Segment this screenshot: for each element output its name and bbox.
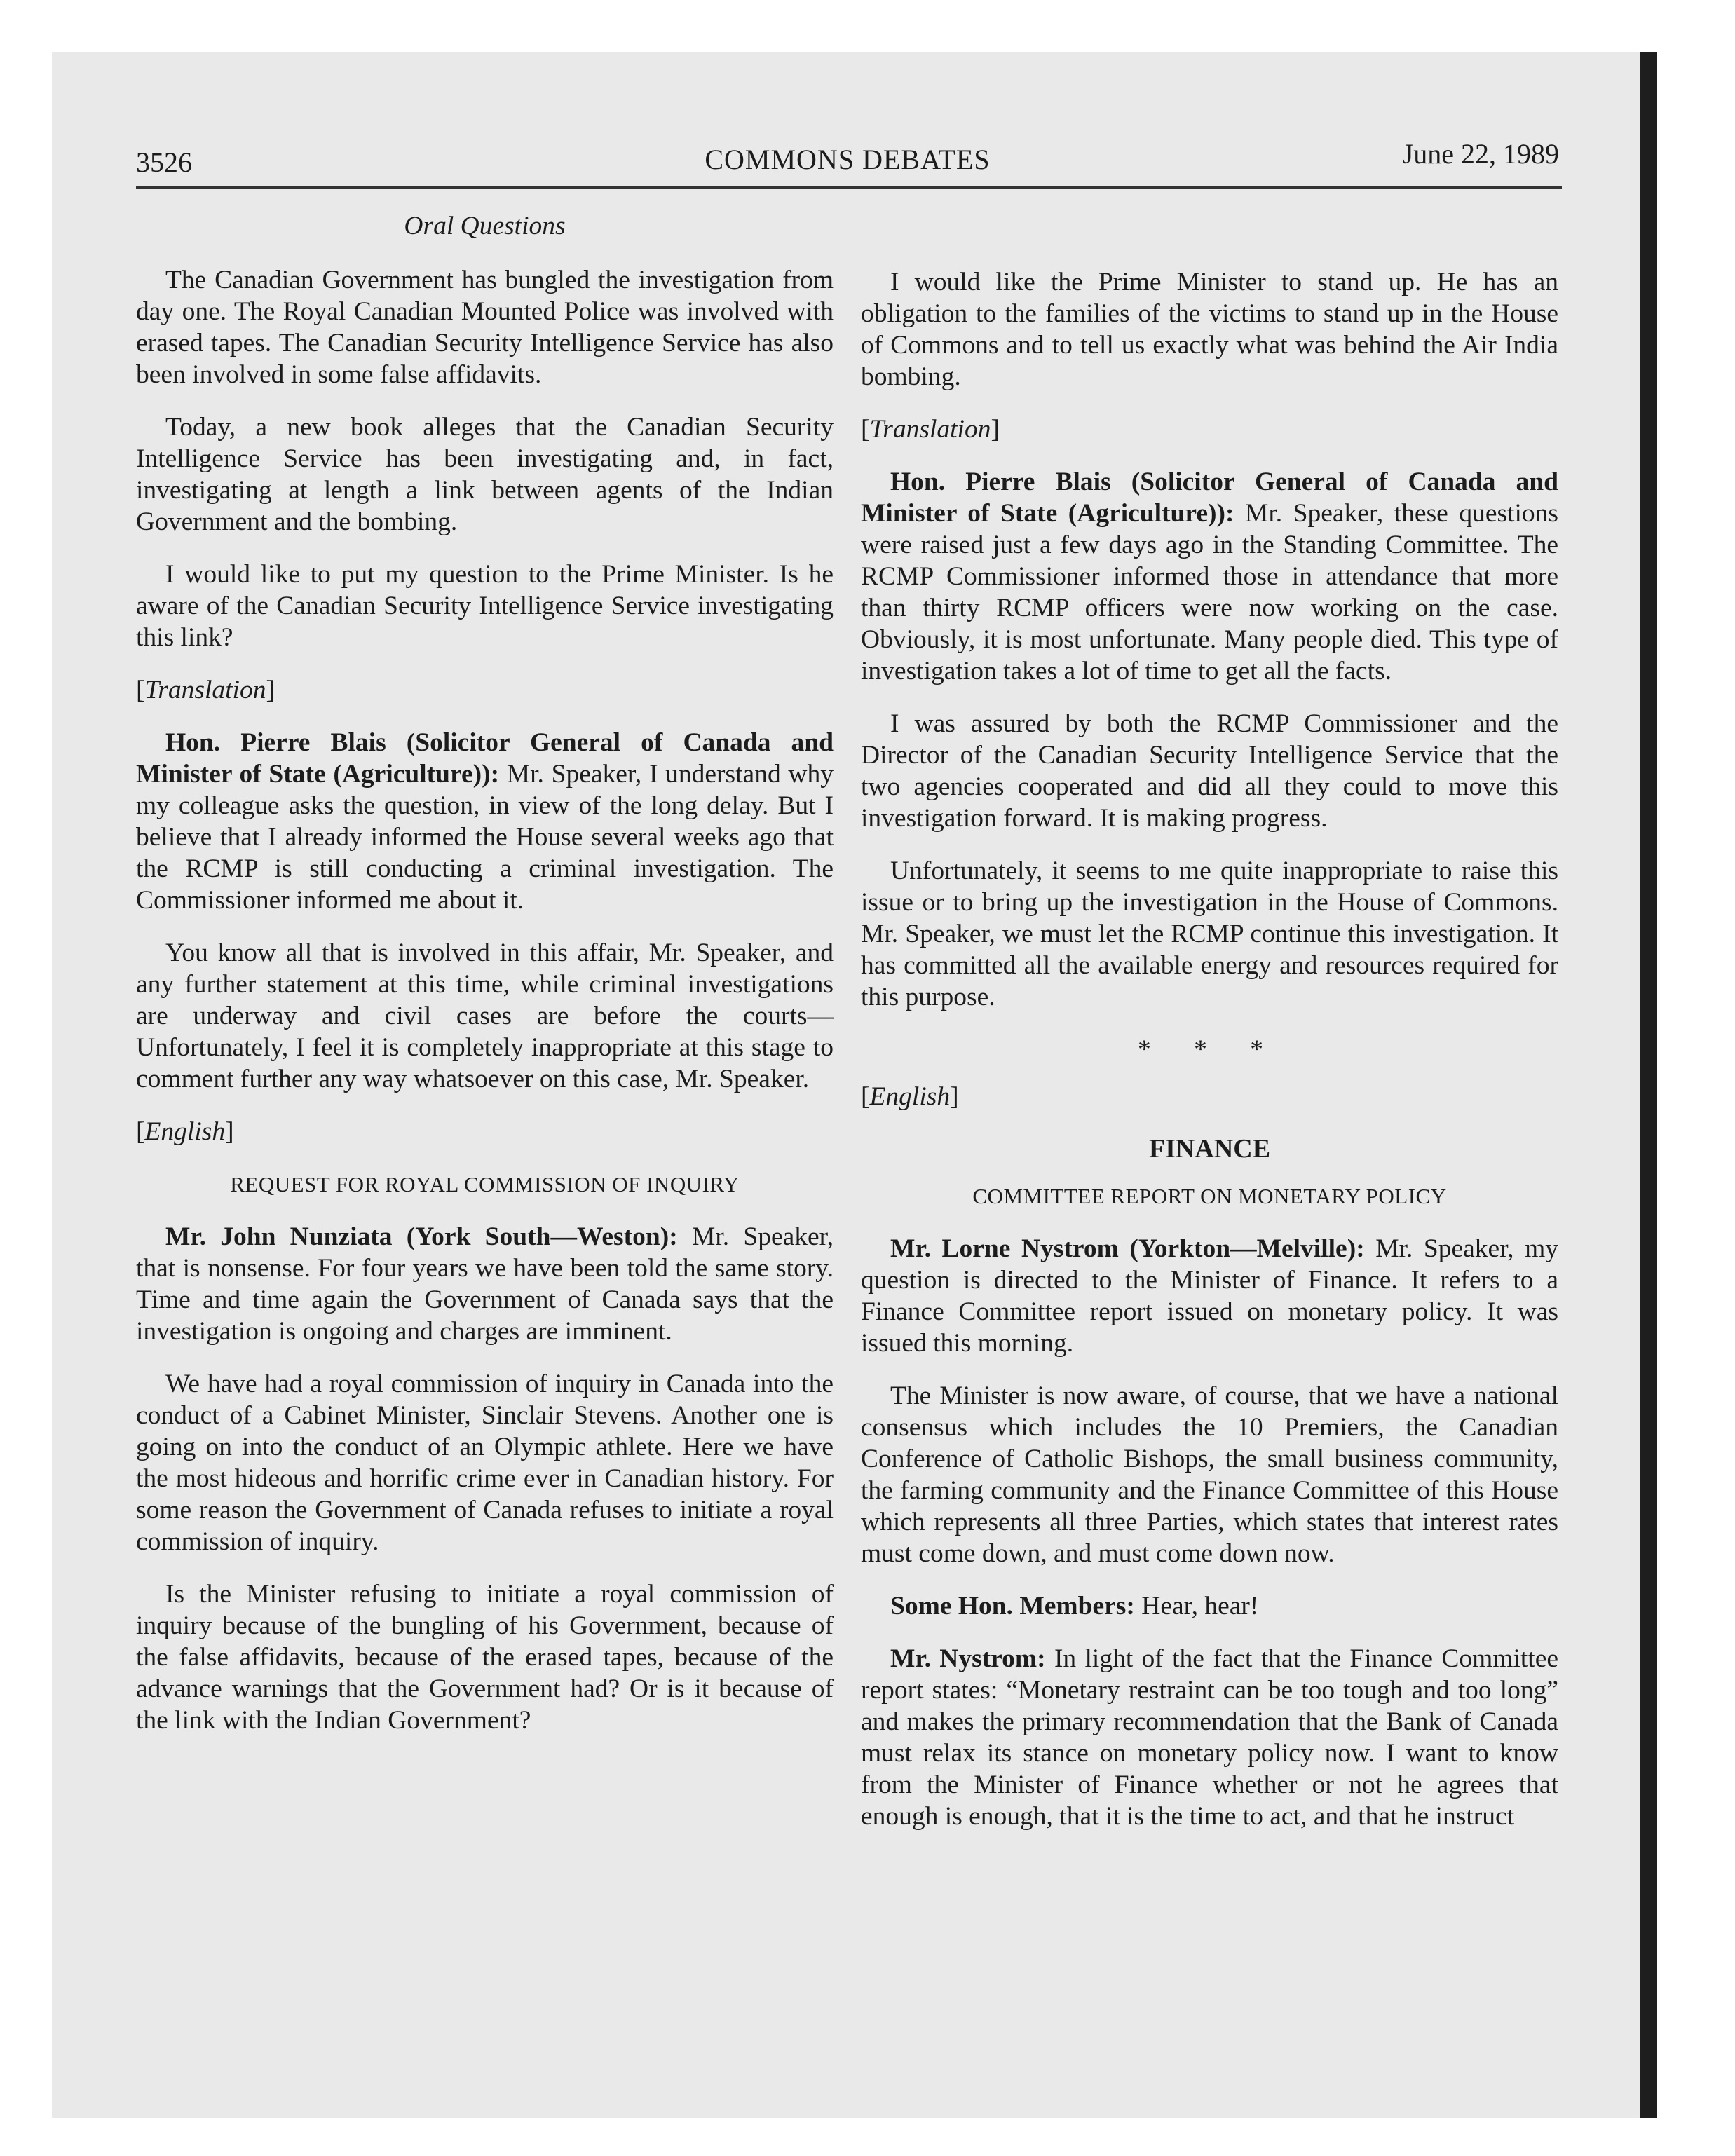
speaker-name: Mr. John Nunziata (York South—Weston): bbox=[165, 1222, 678, 1251]
speech-text: Mr. Speaker, my question is directed to the Minister of Finance. It refers to a Finance Committee report issued on monetary policy. It was issued this morning. bbox=[861, 1234, 1558, 1358]
subheading: REQUEST FOR ROYAL COMMISSION OF INQUIRY bbox=[230, 1172, 740, 1196]
paragraph: I would like to put my question to the Prime Minister. Is he aware of the Canadian Security Intelligence Service investigating this link? bbox=[136, 560, 834, 652]
translation-tag: [Translation] bbox=[861, 415, 1000, 444]
speech-blais bbox=[136, 727, 834, 916]
speech-text: Hear, hear! bbox=[1134, 1592, 1259, 1621]
speech-text: Mr. Speaker, that is nonsense. For four years we have been told the same story. Time and time again the Government of Canada says that the investigation is ongoing and charges are imminent. bbox=[136, 1222, 834, 1346]
paragraph: You know all that is involved in this affair, Mr. Speaker, and any further statement at this time, while criminal investigations are underway and civil cases are before the courts—Unfortunately, I feel it is completely inappropriate at this stage to comment further any way whatsoever on this case, Mr. Speaker. bbox=[136, 939, 834, 1093]
section-label: Oral Questions bbox=[404, 212, 566, 240]
section-heading: FINANCE bbox=[1148, 1134, 1271, 1164]
page-date: June 22, 1989 bbox=[1402, 138, 1559, 170]
page-number: 3526 bbox=[136, 146, 192, 178]
english-tag: [English] bbox=[136, 1117, 234, 1146]
paragraph: We have had a royal commission of inquiry in Canada into the conduct of a Cabinet Minister, Sinclair Stevens. Another one is going on into the conduct of an Olympic athlete. Here we have the most hideous and horrific crime ever in Canadian history. For some reason the Government of Canada refuses to initiate a royal commission of inquiry. bbox=[136, 1370, 834, 1556]
header-rule bbox=[136, 186, 1562, 189]
speech-blais bbox=[861, 466, 1558, 687]
paragraph: Unfortunately, it seems to me quite inappropriate to raise this issue or to bring up the investigation in the House of Commons. Mr. Speaker, we must let the RCMP continue this investigation. It has committed all the available energy and resources required for this purpose. bbox=[861, 857, 1558, 1011]
page-header bbox=[136, 137, 1559, 186]
paragraph: The Minister is now aware, of course, that we have a national consensus which includes the 10 Premiers, the Canadian Conference of Catholic Bishops, the small business community, the farming community and the Finance Committee of this House which represents all three Parties, which states that interest rates must come down, and must come down now. bbox=[861, 1381, 1558, 1568]
right-column bbox=[861, 266, 1558, 1853]
english-tag: [English] bbox=[861, 1082, 959, 1111]
subheading: COMMITTEE REPORT ON MONETARY POLICY bbox=[972, 1184, 1447, 1208]
translation-tag: [Translation] bbox=[136, 676, 275, 704]
paragraph: I would like the Prime Minister to stand up. He has an obligation to the families of the victims to stand up in the House of Commons and to tell us exactly what was behind the Air India bombing. bbox=[861, 268, 1558, 391]
speech-text: Mr. Speaker, these questions were raised just a few days ago in the Standing Committee. The RCMP Commissioner informed those in attendance that more than thirty RCMP officers were now working on the case. Obviously, it is most unfortunate. Many people died. This type of investigation takes a lot of time to get all the facts. bbox=[861, 499, 1558, 685]
speech-nystrom bbox=[861, 1233, 1558, 1359]
speech-text: In light of the fact that the Finance Committee report states: “Monetary restraint can be too tough and too long” and makes the primary recommendation that the Bank of Canada must relax its stance on monetary policy now. I want to know from the Minister of Finance whether or not he agrees that enough is enough, that it is the time to act, and that he instruct bbox=[861, 1644, 1559, 1831]
paragraph: I was assured by both the RCMP Commissioner and the Director of the Canadian Security Intelligence Service that the two agencies cooperated and did all they could to move this investigation forward. It is making progress. bbox=[861, 709, 1558, 833]
publication-title: COMMONS DEBATES bbox=[705, 144, 991, 175]
speech-nunziata bbox=[136, 1221, 834, 1347]
speaker-name: Hon. Pierre Blais (Solicitor General of Canada and Minister of State (Agriculture)): bbox=[861, 468, 1558, 528]
speech-members bbox=[861, 1590, 1558, 1622]
speech-text: Mr. Speaker, I understand why my colleague asks the question, in view of the long delay. But I believe that I already informed the House several weeks ago that the RCMP is still conducting a criminal investigation. The Commissioner informed me about it. bbox=[136, 760, 834, 915]
speaker-name: Mr. Nystrom: bbox=[890, 1644, 1046, 1673]
speaker-name: Hon. Pierre Blais (Solicitor General of Canada and Minister of State (Agriculture)): bbox=[136, 728, 834, 789]
paragraph: The Canadian Government has bungled the investigation from day one. The Royal Canadian Mounted Police was involved with erased tapes. The Canadian Security Intelligence Service has also been involved in some false affidavits. bbox=[136, 266, 834, 389]
speech-nystrom-2 bbox=[861, 1643, 1558, 1832]
scan-edge-bar bbox=[1640, 52, 1657, 2118]
paragraph: Is the Minister refusing to initiate a royal commission of inquiry because of the bungling of his Government, because of the false affidavits, because of the erased tapes, because of the advance warnings that the Government had? Or is it because of the link with the Indian Government? bbox=[136, 1580, 834, 1735]
paragraph: Today, a new book alleges that the Canadian Security Intelligence Service has been investigating and, in fact, investigating at length a link between agents of the Indian Government and the bombing. bbox=[136, 413, 834, 536]
speaker-name: Mr. Lorne Nystrom (Yorkton—Melville): bbox=[890, 1234, 1365, 1263]
speaker-name: Some Hon. Members: bbox=[890, 1592, 1135, 1621]
left-column bbox=[136, 210, 834, 1757]
section-separator: * * * bbox=[1138, 1035, 1281, 1064]
